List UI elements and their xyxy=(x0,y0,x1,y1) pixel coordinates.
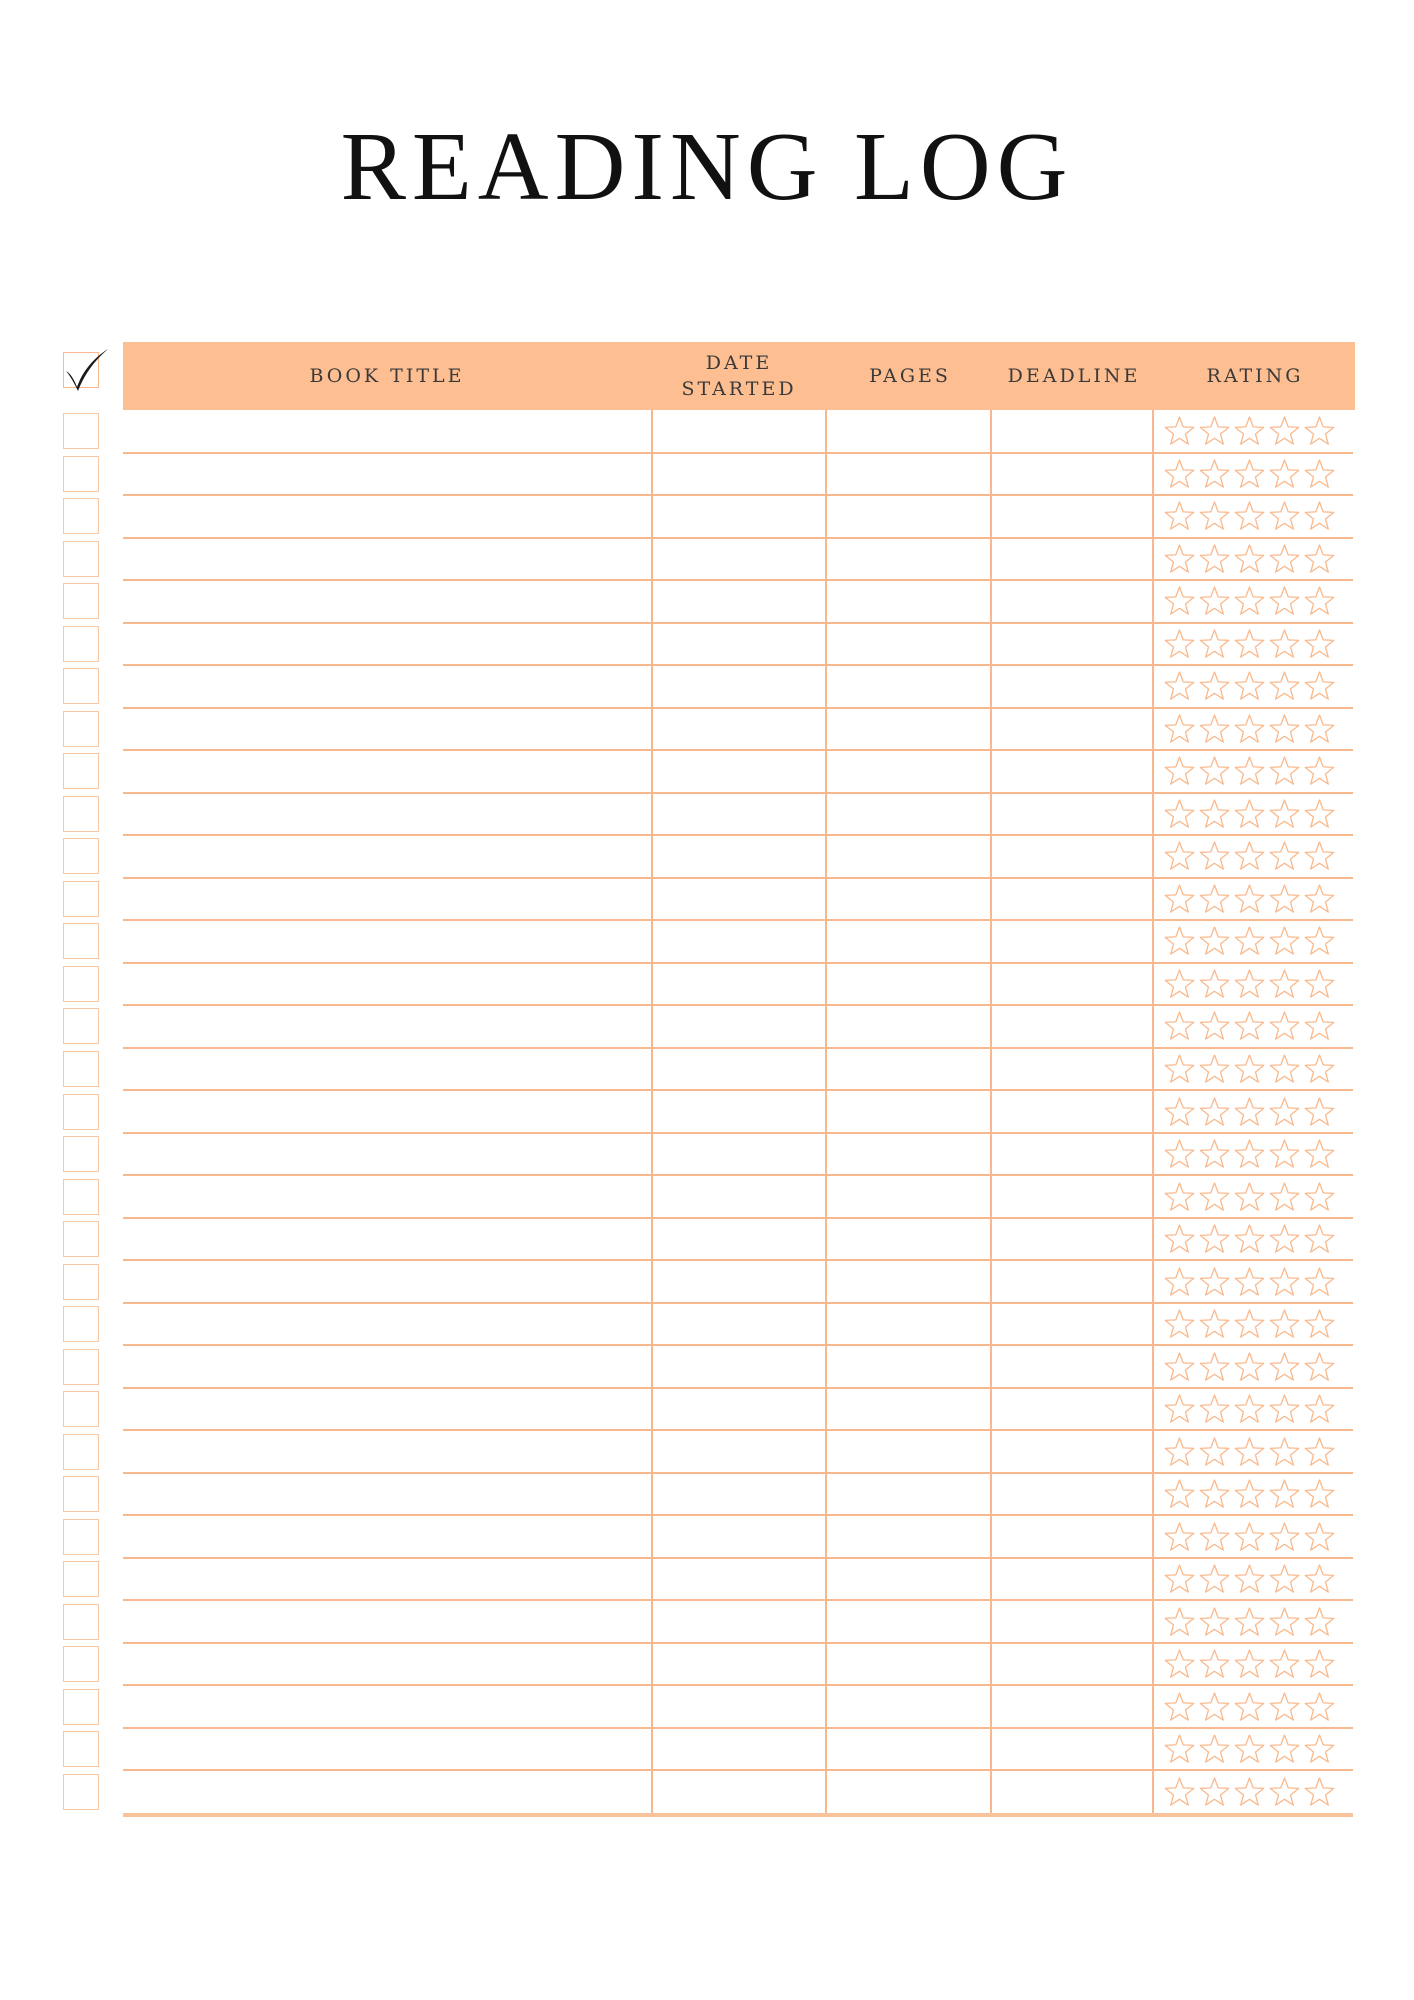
star-outline-icon[interactable] xyxy=(1198,713,1231,745)
star-outline-icon[interactable] xyxy=(1163,755,1196,787)
star-outline-icon[interactable] xyxy=(1268,1436,1301,1468)
star-outline-icon[interactable] xyxy=(1198,1096,1231,1128)
row-checkbox[interactable] xyxy=(63,583,99,619)
star-outline-icon[interactable] xyxy=(1198,1223,1231,1255)
page-title: READING LOG xyxy=(340,113,1074,221)
star-outline-icon[interactable] xyxy=(1233,1521,1266,1553)
star-outline-icon[interactable] xyxy=(1233,1733,1266,1765)
star-outline-icon[interactable] xyxy=(1233,755,1266,787)
row-checkbox[interactable] xyxy=(63,1008,99,1044)
row-checkbox[interactable] xyxy=(63,668,99,704)
star-outline-icon[interactable] xyxy=(1198,670,1231,702)
row-checkbox[interactable] xyxy=(63,753,99,789)
star-rating[interactable] xyxy=(1163,585,1336,617)
row-checkbox[interactable] xyxy=(63,1646,99,1682)
star-rating[interactable] xyxy=(1163,1351,1336,1383)
row-checkbox[interactable] xyxy=(63,923,99,959)
star-outline-icon[interactable] xyxy=(1233,1096,1266,1128)
star-outline-icon[interactable] xyxy=(1163,1648,1196,1680)
star-outline-icon[interactable] xyxy=(1233,458,1266,490)
star-outline-icon[interactable] xyxy=(1268,1181,1301,1213)
star-outline-icon[interactable] xyxy=(1303,1181,1336,1213)
star-rating[interactable] xyxy=(1163,458,1336,490)
star-outline-icon[interactable] xyxy=(1163,1010,1196,1042)
star-rating[interactable] xyxy=(1163,925,1336,957)
star-outline-icon[interactable] xyxy=(1303,1776,1336,1808)
star-outline-icon[interactable] xyxy=(1233,1308,1266,1340)
row-checkbox[interactable] xyxy=(63,626,99,662)
star-outline-icon[interactable] xyxy=(1303,1436,1336,1468)
star-outline-icon[interactable] xyxy=(1198,1393,1231,1425)
star-outline-icon[interactable] xyxy=(1198,1181,1231,1213)
star-outline-icon[interactable] xyxy=(1303,1393,1336,1425)
star-outline-icon[interactable] xyxy=(1303,543,1336,575)
star-outline-icon[interactable] xyxy=(1303,1648,1336,1680)
star-outline-icon[interactable] xyxy=(1163,543,1196,575)
star-outline-icon[interactable] xyxy=(1198,1478,1231,1510)
row-checkbox[interactable] xyxy=(63,1561,99,1597)
star-outline-icon[interactable] xyxy=(1198,1606,1231,1638)
star-outline-icon[interactable] xyxy=(1163,1138,1196,1170)
row-checkbox[interactable] xyxy=(63,1094,99,1130)
row-checkbox[interactable] xyxy=(63,1179,99,1215)
star-outline-icon[interactable] xyxy=(1198,543,1231,575)
star-outline-icon[interactable] xyxy=(1303,755,1336,787)
star-outline-icon[interactable] xyxy=(1268,628,1301,660)
star-outline-icon[interactable] xyxy=(1268,1393,1301,1425)
star-rating[interactable] xyxy=(1163,1138,1336,1170)
star-rating[interactable] xyxy=(1163,1478,1336,1510)
star-outline-icon[interactable] xyxy=(1233,798,1266,830)
star-outline-icon[interactable] xyxy=(1268,543,1301,575)
star-outline-icon[interactable] xyxy=(1233,628,1266,660)
star-outline-icon[interactable] xyxy=(1198,1521,1231,1553)
star-outline-icon[interactable] xyxy=(1233,925,1266,957)
header-date-started: DATE STARTED xyxy=(681,352,797,400)
star-outline-icon[interactable] xyxy=(1303,500,1336,532)
star-outline-icon[interactable] xyxy=(1303,1010,1336,1042)
star-outline-icon[interactable] xyxy=(1303,1266,1336,1298)
star-outline-icon[interactable] xyxy=(1303,798,1336,830)
star-outline-icon[interactable] xyxy=(1233,883,1266,915)
star-outline-icon[interactable] xyxy=(1163,1478,1196,1510)
star-outline-icon[interactable] xyxy=(1198,1776,1231,1808)
star-outline-icon[interactable] xyxy=(1268,755,1301,787)
star-outline-icon[interactable] xyxy=(1198,798,1231,830)
star-outline-icon[interactable] xyxy=(1198,1648,1231,1680)
star-rating[interactable] xyxy=(1163,1776,1336,1808)
star-outline-icon[interactable] xyxy=(1268,585,1301,617)
star-outline-icon[interactable] xyxy=(1233,1010,1266,1042)
row-checkbox[interactable] xyxy=(63,711,99,747)
star-outline-icon[interactable] xyxy=(1268,925,1301,957)
row-checkbox[interactable] xyxy=(63,1051,99,1087)
star-outline-icon[interactable] xyxy=(1233,1478,1266,1510)
star-outline-icon[interactable] xyxy=(1163,1521,1196,1553)
row-checkbox[interactable] xyxy=(63,838,99,874)
star-outline-icon[interactable] xyxy=(1233,585,1266,617)
star-outline-icon[interactable] xyxy=(1163,1733,1196,1765)
table-bottom-rule xyxy=(123,1813,1353,1817)
star-outline-icon[interactable] xyxy=(1198,755,1231,787)
star-outline-icon[interactable] xyxy=(1268,1266,1301,1298)
star-outline-icon[interactable] xyxy=(1233,1563,1266,1595)
star-outline-icon[interactable] xyxy=(1268,1010,1301,1042)
star-outline-icon[interactable] xyxy=(1268,840,1301,872)
star-outline-icon[interactable] xyxy=(1268,1053,1301,1085)
star-rating[interactable] xyxy=(1163,798,1336,830)
header-pages: PAGES xyxy=(869,365,951,387)
star-rating[interactable] xyxy=(1163,713,1336,745)
star-outline-icon[interactable] xyxy=(1163,840,1196,872)
star-rating[interactable] xyxy=(1163,670,1336,702)
star-outline-icon[interactable] xyxy=(1163,1266,1196,1298)
star-outline-icon[interactable] xyxy=(1198,1563,1231,1595)
star-outline-icon[interactable] xyxy=(1163,500,1196,532)
star-outline-icon[interactable] xyxy=(1233,500,1266,532)
row-checkbox[interactable] xyxy=(63,1136,99,1172)
star-outline-icon[interactable] xyxy=(1198,1138,1231,1170)
star-outline-icon[interactable] xyxy=(1198,1010,1231,1042)
star-outline-icon[interactable] xyxy=(1268,713,1301,745)
star-outline-icon[interactable] xyxy=(1233,1138,1266,1170)
star-outline-icon[interactable] xyxy=(1268,1351,1301,1383)
star-outline-icon[interactable] xyxy=(1198,1733,1231,1765)
star-outline-icon[interactable] xyxy=(1303,883,1336,915)
star-outline-icon[interactable] xyxy=(1198,585,1231,617)
star-outline-icon[interactable] xyxy=(1303,1223,1336,1255)
star-outline-icon[interactable] xyxy=(1163,1393,1196,1425)
star-outline-icon[interactable] xyxy=(1268,1478,1301,1510)
row-checkbox[interactable] xyxy=(63,498,99,534)
star-outline-icon[interactable] xyxy=(1303,1308,1336,1340)
row-checkbox[interactable] xyxy=(63,1221,99,1257)
star-outline-icon[interactable] xyxy=(1303,628,1336,660)
star-outline-icon[interactable] xyxy=(1163,798,1196,830)
star-outline-icon[interactable] xyxy=(1233,1393,1266,1425)
star-outline-icon[interactable] xyxy=(1268,968,1301,1000)
star-outline-icon[interactable] xyxy=(1303,840,1336,872)
star-outline-icon[interactable] xyxy=(1163,458,1196,490)
star-rating[interactable] xyxy=(1163,1436,1336,1468)
star-outline-icon[interactable] xyxy=(1233,968,1266,1000)
star-outline-icon[interactable] xyxy=(1233,1436,1266,1468)
star-outline-icon[interactable] xyxy=(1303,1351,1336,1383)
star-outline-icon[interactable] xyxy=(1198,883,1231,915)
star-outline-icon[interactable] xyxy=(1163,1096,1196,1128)
row-checkbox[interactable] xyxy=(63,1264,99,1300)
star-outline-icon[interactable] xyxy=(1233,1223,1266,1255)
star-outline-icon[interactable] xyxy=(1198,1691,1231,1723)
star-outline-icon[interactable] xyxy=(1303,1138,1336,1170)
star-rating[interactable] xyxy=(1163,1606,1336,1638)
row-checkbox[interactable] xyxy=(63,881,99,917)
star-outline-icon[interactable] xyxy=(1163,1563,1196,1595)
header-deadline: DEADLINE xyxy=(1007,365,1141,387)
star-outline-icon[interactable] xyxy=(1198,628,1231,660)
star-outline-icon[interactable] xyxy=(1163,1691,1196,1723)
star-rating[interactable] xyxy=(1163,1521,1336,1553)
star-outline-icon[interactable] xyxy=(1233,1606,1266,1638)
star-outline-icon[interactable] xyxy=(1303,713,1336,745)
star-rating[interactable] xyxy=(1163,1096,1336,1128)
star-outline-icon[interactable] xyxy=(1233,1053,1266,1085)
star-rating[interactable] xyxy=(1163,968,1336,1000)
star-outline-icon[interactable] xyxy=(1163,1351,1196,1383)
star-outline-icon[interactable] xyxy=(1303,1563,1336,1595)
star-rating[interactable] xyxy=(1163,628,1336,660)
row-checkbox[interactable] xyxy=(63,1391,99,1427)
star-outline-icon[interactable] xyxy=(1303,1096,1336,1128)
star-outline-icon[interactable] xyxy=(1233,670,1266,702)
star-rating[interactable] xyxy=(1163,1563,1336,1595)
star-outline-icon[interactable] xyxy=(1268,1733,1301,1765)
star-outline-icon[interactable] xyxy=(1233,1351,1266,1383)
star-outline-icon[interactable] xyxy=(1268,1521,1301,1553)
star-outline-icon[interactable] xyxy=(1268,415,1301,447)
star-outline-icon[interactable] xyxy=(1198,925,1231,957)
star-outline-icon[interactable] xyxy=(1163,1181,1196,1213)
star-outline-icon[interactable] xyxy=(1268,458,1301,490)
star-outline-icon[interactable] xyxy=(1198,1436,1231,1468)
star-rating[interactable] xyxy=(1163,1223,1336,1255)
star-outline-icon[interactable] xyxy=(1303,925,1336,957)
star-outline-icon[interactable] xyxy=(1303,458,1336,490)
star-outline-icon[interactable] xyxy=(1268,1606,1301,1638)
star-outline-icon[interactable] xyxy=(1163,968,1196,1000)
row-checkbox[interactable] xyxy=(63,1689,99,1725)
star-rating[interactable] xyxy=(1163,1053,1336,1085)
star-outline-icon[interactable] xyxy=(1303,670,1336,702)
star-outline-icon[interactable] xyxy=(1268,1776,1301,1808)
star-rating[interactable] xyxy=(1163,1393,1336,1425)
star-rating[interactable] xyxy=(1163,1691,1336,1723)
star-outline-icon[interactable] xyxy=(1198,1351,1231,1383)
star-outline-icon[interactable] xyxy=(1198,840,1231,872)
star-outline-icon[interactable] xyxy=(1303,1733,1336,1765)
star-outline-icon[interactable] xyxy=(1268,1308,1301,1340)
header-rating: RATING xyxy=(1206,365,1304,387)
star-outline-icon[interactable] xyxy=(1303,585,1336,617)
star-outline-icon[interactable] xyxy=(1163,628,1196,660)
row-checkbox[interactable] xyxy=(63,541,99,577)
header-book-title: BOOK TITLE xyxy=(309,365,465,387)
row-checkbox[interactable] xyxy=(63,1434,99,1470)
star-outline-icon[interactable] xyxy=(1268,670,1301,702)
star-rating[interactable] xyxy=(1163,415,1336,447)
star-rating[interactable] xyxy=(1163,1648,1336,1680)
star-outline-icon[interactable] xyxy=(1198,968,1231,1000)
star-outline-icon[interactable] xyxy=(1198,458,1231,490)
star-outline-icon[interactable] xyxy=(1198,1053,1231,1085)
star-outline-icon[interactable] xyxy=(1268,1096,1301,1128)
star-outline-icon[interactable] xyxy=(1163,1606,1196,1638)
star-outline-icon[interactable] xyxy=(1268,1563,1301,1595)
star-rating[interactable] xyxy=(1163,1181,1336,1213)
star-outline-icon[interactable] xyxy=(1233,415,1266,447)
star-outline-icon[interactable] xyxy=(1198,415,1231,447)
row-checkbox[interactable] xyxy=(63,1306,99,1342)
star-outline-icon[interactable] xyxy=(1233,1266,1266,1298)
star-rating[interactable] xyxy=(1163,543,1336,575)
star-rating[interactable] xyxy=(1163,500,1336,532)
star-outline-icon[interactable] xyxy=(1163,1776,1196,1808)
row-checkbox[interactable] xyxy=(63,796,99,832)
star-outline-icon[interactable] xyxy=(1163,883,1196,915)
row-checkbox[interactable] xyxy=(63,966,99,1002)
star-rating[interactable] xyxy=(1163,840,1336,872)
star-outline-icon[interactable] xyxy=(1163,1308,1196,1340)
star-outline-icon[interactable] xyxy=(1233,1776,1266,1808)
star-outline-icon[interactable] xyxy=(1163,670,1196,702)
star-outline-icon[interactable] xyxy=(1163,713,1196,745)
star-rating[interactable] xyxy=(1163,1308,1336,1340)
star-outline-icon[interactable] xyxy=(1233,1648,1266,1680)
star-outline-icon[interactable] xyxy=(1303,415,1336,447)
row-checkbox[interactable] xyxy=(63,1731,99,1767)
star-outline-icon[interactable] xyxy=(1268,798,1301,830)
star-outline-icon[interactable] xyxy=(1233,840,1266,872)
row-checkbox[interactable] xyxy=(63,1774,99,1810)
star-outline-icon[interactable] xyxy=(1268,500,1301,532)
star-outline-icon[interactable] xyxy=(1268,1691,1301,1723)
star-outline-icon[interactable] xyxy=(1163,1436,1196,1468)
row-checkbox[interactable] xyxy=(63,1476,99,1512)
star-outline-icon[interactable] xyxy=(1198,1308,1231,1340)
star-outline-icon[interactable] xyxy=(1303,1691,1336,1723)
star-outline-icon[interactable] xyxy=(1268,1138,1301,1170)
star-rating[interactable] xyxy=(1163,1266,1336,1298)
star-outline-icon[interactable] xyxy=(1163,1223,1196,1255)
star-outline-icon[interactable] xyxy=(1303,968,1336,1000)
row-checkbox[interactable] xyxy=(63,413,99,449)
star-outline-icon[interactable] xyxy=(1198,1266,1231,1298)
star-outline-icon[interactable] xyxy=(1233,1691,1266,1723)
star-outline-icon[interactable] xyxy=(1233,543,1266,575)
star-outline-icon[interactable] xyxy=(1303,1478,1336,1510)
star-outline-icon[interactable] xyxy=(1233,713,1266,745)
star-outline-icon[interactable] xyxy=(1268,1223,1301,1255)
star-outline-icon[interactable] xyxy=(1198,500,1231,532)
star-outline-icon[interactable] xyxy=(1163,925,1196,957)
star-outline-icon[interactable] xyxy=(1163,1053,1196,1085)
star-rating[interactable] xyxy=(1163,883,1336,915)
row-checkbox[interactable] xyxy=(63,1604,99,1640)
star-outline-icon[interactable] xyxy=(1303,1521,1336,1553)
star-rating[interactable] xyxy=(1163,1733,1336,1765)
star-rating[interactable] xyxy=(1163,755,1336,787)
star-outline-icon[interactable] xyxy=(1233,1181,1266,1213)
star-outline-icon[interactable] xyxy=(1303,1606,1336,1638)
star-outline-icon[interactable] xyxy=(1303,1053,1336,1085)
star-outline-icon[interactable] xyxy=(1163,415,1196,447)
star-outline-icon[interactable] xyxy=(1268,1648,1301,1680)
row-checkbox[interactable] xyxy=(63,1519,99,1555)
star-outline-icon[interactable] xyxy=(1268,883,1301,915)
row-checkbox[interactable] xyxy=(63,1349,99,1385)
row-checkbox[interactable] xyxy=(63,456,99,492)
star-rating[interactable] xyxy=(1163,1010,1336,1042)
star-outline-icon[interactable] xyxy=(1163,585,1196,617)
